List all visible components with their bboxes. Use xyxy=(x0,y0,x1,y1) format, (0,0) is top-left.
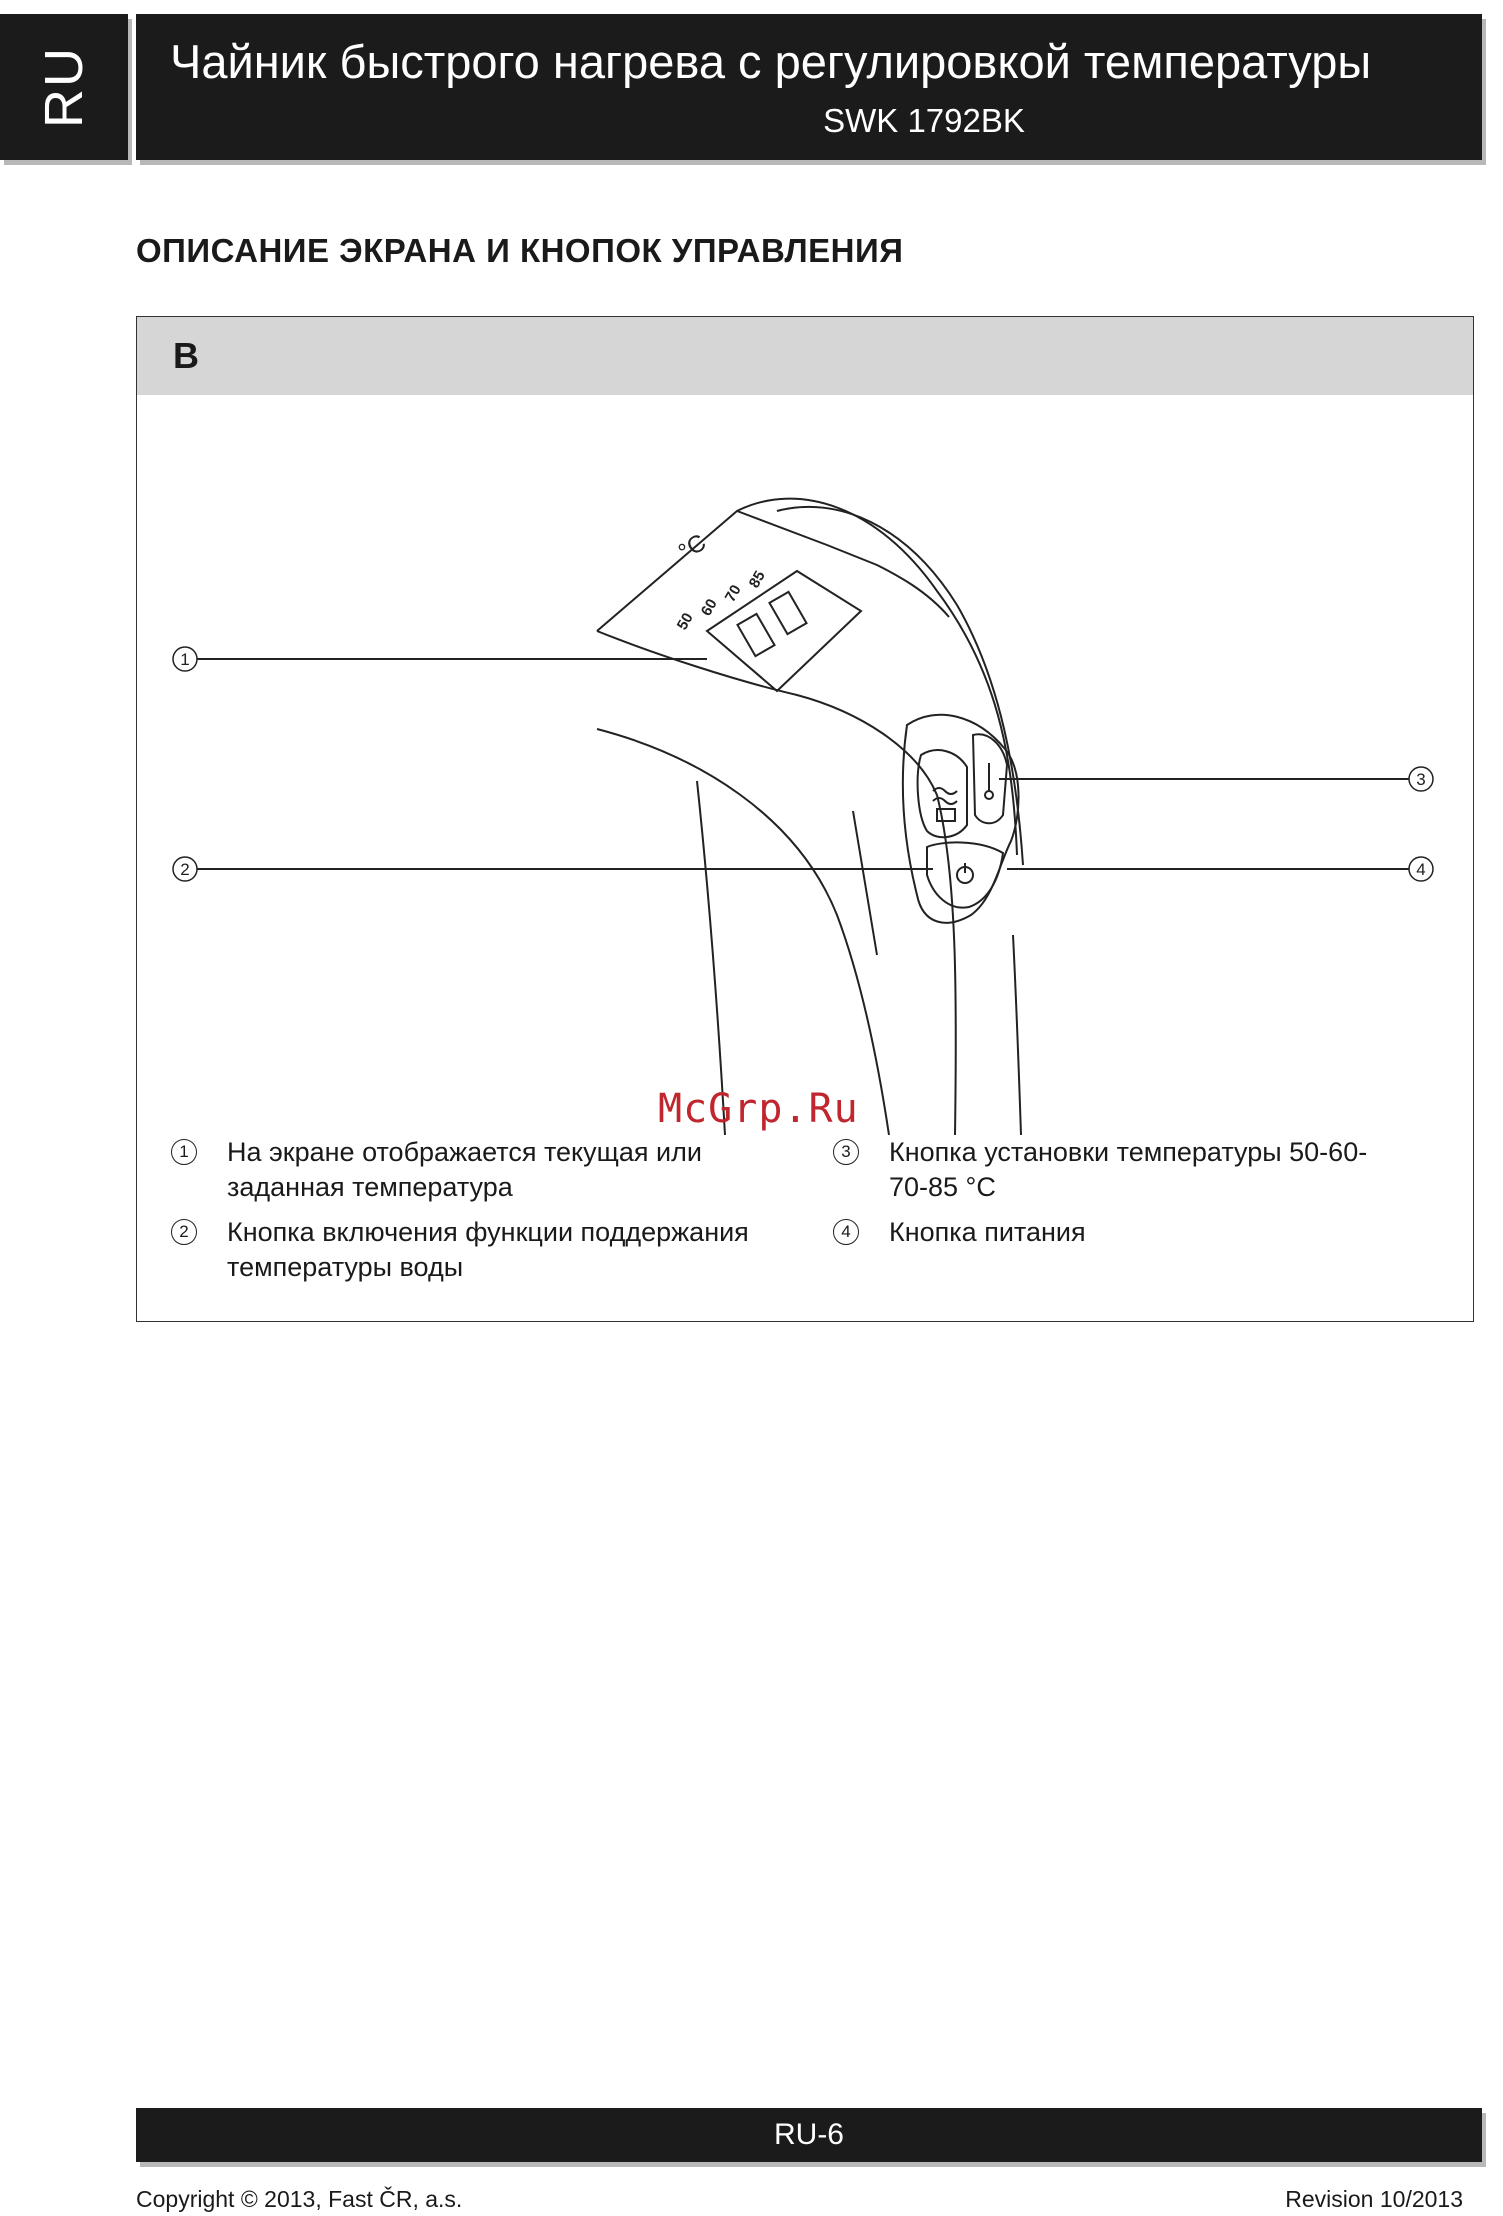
handle-inner-curve xyxy=(777,507,1023,865)
kettle-body-line-b xyxy=(853,811,877,955)
control-panel-top xyxy=(597,511,949,631)
unit-label: °C xyxy=(673,528,712,567)
legend-text: Кнопка установки температуры 50-60-70-85 °C xyxy=(889,1137,1368,1202)
callout-1: 1 xyxy=(180,650,190,669)
watermark: McGrp.Ru xyxy=(658,1086,859,1132)
footer-bar xyxy=(136,2108,1482,2162)
language-tab xyxy=(0,14,128,160)
language-code: RU xyxy=(34,46,94,128)
callout-4: 4 xyxy=(1416,860,1426,879)
scale-label-70: 70 xyxy=(721,582,745,605)
scale-label-50: 50 xyxy=(673,610,697,633)
callout-3: 3 xyxy=(1416,770,1426,789)
model-number: SWK 1792BK xyxy=(823,102,1025,139)
legend-number: 3 xyxy=(833,1139,859,1165)
display-digit-b xyxy=(737,614,774,656)
legend-item xyxy=(833,1215,1369,1250)
kettle-body-curve xyxy=(597,729,889,1135)
figure-panel xyxy=(136,316,1474,1322)
title-bar xyxy=(136,14,1482,160)
legend-number: 4 xyxy=(833,1219,859,1245)
legend-text: Кнопка включения функции поддержания температуры воды xyxy=(227,1217,749,1282)
legend-item xyxy=(171,1135,807,1205)
revision: Revision 10/2013 xyxy=(1285,2186,1463,2212)
legend-item xyxy=(833,1135,1369,1205)
legend-number: 1 xyxy=(171,1139,197,1165)
section-heading: ОПИСАНИЕ ЭКРАНА И КНОПОК УПРАВЛЕНИЯ xyxy=(136,232,904,269)
control-panel-edge xyxy=(597,631,937,795)
document-title: Чайник быстрого нагрева с регулировкой температуры xyxy=(170,35,1372,88)
legend-number: 2 xyxy=(171,1219,197,1245)
legend-text: На экране отображается текущая или заданная температура xyxy=(227,1137,702,1202)
copyright: Copyright © 2013, Fast ČR, a.s. xyxy=(136,2186,463,2212)
power-button xyxy=(927,842,1003,907)
handle-lower-line xyxy=(1013,935,1021,1135)
legend-right xyxy=(833,1135,1369,1260)
kettle-body-line-a xyxy=(697,781,725,1135)
display-digit-a xyxy=(769,592,806,634)
panel-header xyxy=(137,317,1473,395)
legend-item xyxy=(171,1215,807,1285)
kettle-handle-diagram xyxy=(137,395,1473,1135)
page-number: RU-6 xyxy=(773,2118,844,2151)
legend-left xyxy=(171,1135,807,1295)
legend-text: Кнопка питания xyxy=(889,1217,1086,1247)
panel-label: B xyxy=(173,335,199,376)
scale-label-60: 60 xyxy=(697,596,721,619)
handle-front-line xyxy=(937,795,956,1135)
scale-label-85: 85 xyxy=(745,568,769,591)
callout-2: 2 xyxy=(180,860,190,879)
